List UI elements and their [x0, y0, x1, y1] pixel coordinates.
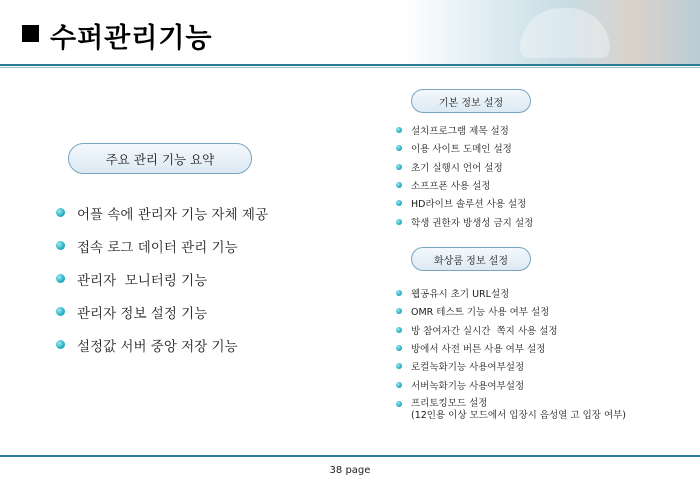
bullet-dot-icon [396, 327, 402, 333]
room-setting-item: 방에서 사전 버튼 사용 여부 설정 [396, 339, 626, 357]
bullet-dot-icon [56, 274, 65, 283]
bullet-dot-icon [396, 308, 402, 314]
summary-item: 어플 속에 관리자 기능 자체 제공 [56, 196, 268, 229]
bullet-dot-icon [56, 208, 65, 217]
room-setting-item: 방 참여자간 실시간 쪽지 사용 설정 [396, 321, 626, 339]
page-title: 수퍼관리기능 [50, 23, 213, 54]
room-setting-line1: 프리토킹모드 설정 [411, 397, 488, 409]
summary-item: 설정값 서버 중앙 저장 기능 [56, 328, 268, 361]
room-settings-pill: 화상룸 정보 설정 [411, 247, 531, 271]
bullet-dot-icon [396, 219, 402, 225]
basic-setting-item: 소프프폰 사용 설정 [396, 176, 533, 194]
basic-setting-item: 초기 실행시 언어 설정 [396, 158, 533, 176]
slide-header [0, 0, 700, 66]
bullet-dot-icon [56, 340, 65, 349]
basic-settings-pill: 기본 정보 설정 [411, 89, 531, 113]
bullet-dot-icon [396, 345, 402, 351]
bullet-dot-icon [396, 127, 402, 133]
room-setting-line2: (12인용 이상 모드에서 입장시 음성열 고 입장 여부) [411, 409, 627, 421]
summary-list [56, 196, 268, 361]
summary-item: 관리자 모니터링 기능 [56, 262, 268, 295]
bullet-dot-icon [396, 200, 402, 206]
room-setting-item: 서버녹화기능 사용여부설정 [396, 375, 626, 393]
room-setting-multiline [411, 398, 626, 422]
bullet-dot-icon [396, 164, 402, 170]
bullet-dot-icon [396, 363, 402, 369]
room-setting-item: 웹공유시 초기 URL설정 [396, 284, 626, 302]
bullet-dot-icon [396, 182, 402, 188]
bullet-dot-icon [56, 307, 65, 316]
bullet-dot-icon [396, 145, 402, 151]
basic-setting-item: 이용 사이트 도메인 설정 [396, 139, 533, 157]
header-divider-thin [0, 67, 700, 68]
room-settings-list [396, 284, 626, 422]
summary-item: 관리자 정보 설정 기능 [56, 295, 268, 328]
room-setting-item: 로컬녹화기능 사용여부설정 [396, 357, 626, 375]
basic-setting-item: HD라이브 솔루션 사용 설정 [396, 194, 533, 212]
basic-settings-list [396, 121, 533, 231]
bullet-dot-icon [396, 382, 402, 388]
summary-heading-pill: 주요 관리 기능 요약 [68, 143, 252, 174]
bullet-dot-icon [396, 290, 402, 296]
room-setting-item: OMR 테스트 기능 사용 여부 설정 [396, 302, 626, 320]
basic-setting-item: 학생 권한자 방생성 금지 설정 [396, 212, 533, 230]
summary-item: 접속 로그 데이터 관리 기능 [56, 229, 268, 262]
page-number: 38 page [329, 465, 371, 476]
header-divider [0, 64, 700, 66]
bullet-dot-icon [396, 401, 402, 407]
room-setting-item [396, 394, 626, 422]
title-bullet-square [22, 25, 39, 42]
footer-divider [0, 455, 700, 457]
basic-setting-item: 설치프로그램 제목 설정 [396, 121, 533, 139]
bullet-dot-icon [56, 241, 65, 250]
header-photo [400, 0, 700, 64]
